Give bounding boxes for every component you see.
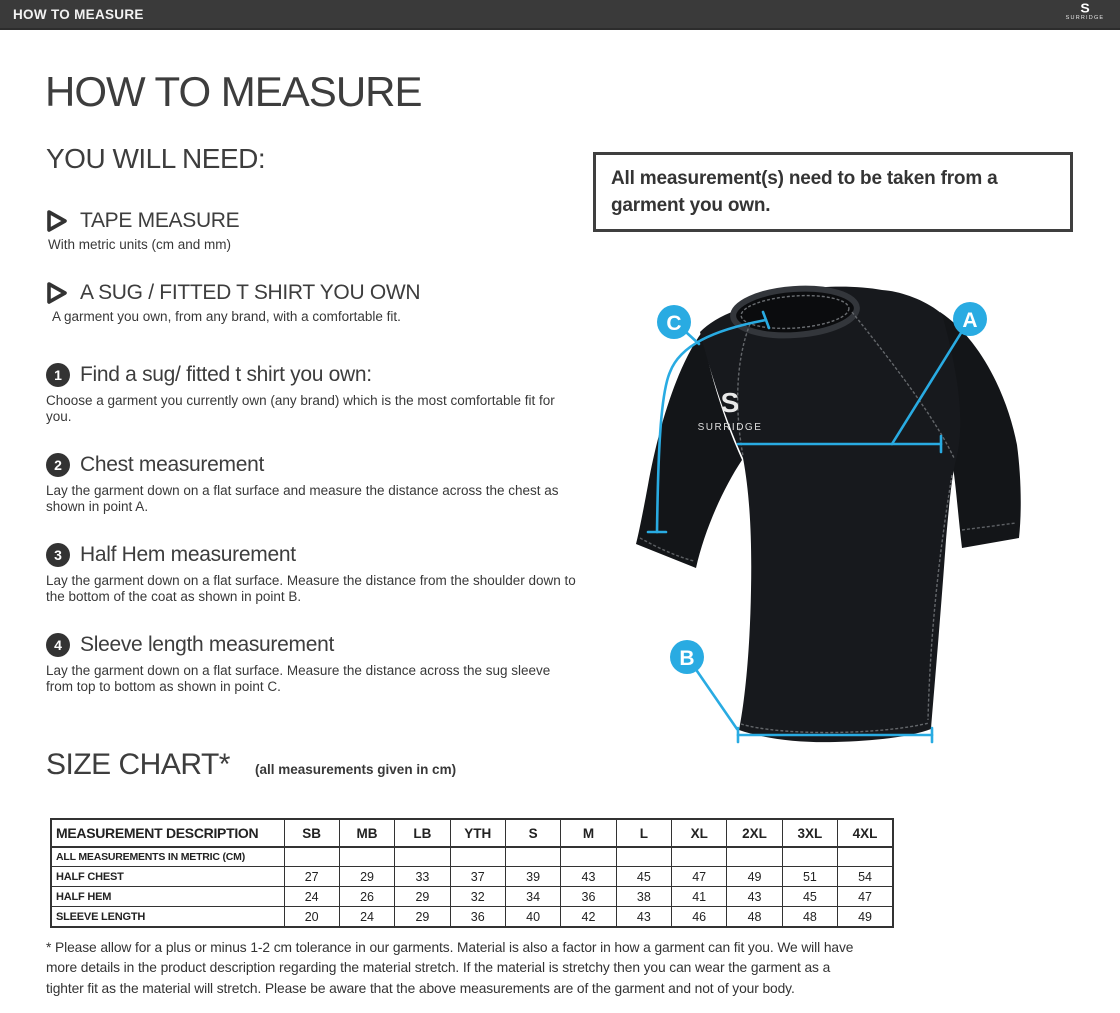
size-table-value-cell: 51 xyxy=(782,867,837,887)
size-table-body xyxy=(51,847,893,927)
footnote-line: * Please allow for a plus or minus 1-2 cm tolerance in our garments. Material is also a factor in how a garment can fit you. We will have xyxy=(46,940,854,955)
size-table-header-row xyxy=(51,819,893,847)
size-table-empty-cell xyxy=(672,847,727,867)
size-table-value-cell: 29 xyxy=(339,867,394,887)
size-table-header-cell: MB xyxy=(339,819,394,847)
size-table-value-cell: 20 xyxy=(284,907,339,928)
brand-name: SURRIDGE xyxy=(1065,15,1105,21)
size-table-value-cell: 49 xyxy=(727,867,782,887)
triangle-bullet-icon xyxy=(46,210,68,232)
size-table-row xyxy=(51,887,893,907)
need-item-tape-measure xyxy=(46,209,239,252)
size-table-header-cell: 3XL xyxy=(782,819,837,847)
size-table-empty-cell xyxy=(284,847,339,867)
triangle-bullet-icon xyxy=(46,282,68,304)
size-chart-heading: SIZE CHART* xyxy=(46,748,230,781)
size-table-header-cell: L xyxy=(616,819,671,847)
size-table-value-cell: 45 xyxy=(616,867,671,887)
size-chart-table xyxy=(50,818,894,928)
you-will-need-heading: YOU WILL NEED: xyxy=(46,143,266,174)
size-table-value-cell: 36 xyxy=(561,887,616,907)
need-item-label: A SUG / FITTED T SHIRT YOU OWN xyxy=(80,281,421,304)
step-description: Choose a garment you currently own (any brand) which is the most comfortable fit for you. xyxy=(46,393,555,424)
size-table-empty-cell xyxy=(339,847,394,867)
marker-c-pointer xyxy=(687,333,699,344)
size-table-value-cell: 38 xyxy=(616,887,671,907)
step-title: Find a sug/ fitted t shirt you own: xyxy=(80,363,372,386)
size-chart-subtitle: (all measurements given in cm) xyxy=(255,762,457,777)
marker-c-label: C xyxy=(666,312,682,335)
size-table-empty-cell xyxy=(838,847,893,867)
size-table-header-cell: 2XL xyxy=(727,819,782,847)
size-table-row-label: HALF CHEST xyxy=(51,867,284,887)
step-2 xyxy=(46,453,586,515)
size-table-value-cell: 40 xyxy=(505,907,560,928)
size-table-empty-cell xyxy=(782,847,837,867)
size-table-value-cell: 29 xyxy=(395,907,450,928)
size-table-value-cell: 42 xyxy=(561,907,616,928)
top-bar-title: HOW TO MEASURE xyxy=(13,7,144,22)
step-description: Lay the garment down on a flat surface. Measure the distance across the sug sleeve from top to bottom as shown in point C. xyxy=(46,663,551,694)
step-number-badge: 1 xyxy=(46,363,70,387)
size-table-value-cell: 24 xyxy=(339,907,394,928)
size-table-header-cell: 4XL xyxy=(838,819,893,847)
size-table-row xyxy=(51,907,893,928)
size-table-value-cell: 41 xyxy=(672,887,727,907)
size-table-value-cell: 43 xyxy=(727,887,782,907)
surridge-s-icon: S xyxy=(1080,0,1090,16)
size-table-row-label: HALF HEM xyxy=(51,887,284,907)
step-title: Sleeve length measurement xyxy=(80,633,334,656)
size-table-value-cell: 46 xyxy=(672,907,727,928)
size-table-value-cell: 48 xyxy=(782,907,837,928)
step-number-badge: 2 xyxy=(46,453,70,477)
size-table-empty-cell xyxy=(616,847,671,867)
size-table-empty-cell xyxy=(395,847,450,867)
size-table-header-cell: XL xyxy=(672,819,727,847)
size-table-header-cell: LB xyxy=(395,819,450,847)
size-table-value-cell: 37 xyxy=(450,867,505,887)
top-bar xyxy=(0,0,1120,30)
size-table-value-cell: 49 xyxy=(838,907,893,928)
footnote-line: tighter fit as the material will stretch. Please be aware that the above measurements are of the garment and not of your body. xyxy=(46,980,795,996)
size-table-header-cell: SB xyxy=(284,819,339,847)
size-table-value-cell: 36 xyxy=(450,907,505,928)
need-item-description: A garment you own, from any brand, with a comfortable fit. xyxy=(52,309,401,324)
size-table-value-cell: 47 xyxy=(672,867,727,887)
size-table-value-cell: 32 xyxy=(450,887,505,907)
size-table-header-cell: YTH xyxy=(450,819,505,847)
size-table-empty-cell xyxy=(561,847,616,867)
size-table-value-cell: 34 xyxy=(505,887,560,907)
shirt-logo-text: SURRIDGE xyxy=(697,422,763,433)
step-title: Half Hem measurement xyxy=(80,543,296,566)
size-table-value-cell: 29 xyxy=(395,887,450,907)
step-number-badge: 3 xyxy=(46,543,70,567)
size-table-value-cell: 48 xyxy=(727,907,782,928)
page-title: HOW TO MEASURE xyxy=(45,68,422,115)
marker-a-label: A xyxy=(962,309,978,332)
size-table-header-cell: MEASUREMENT DESCRIPTION xyxy=(51,819,284,847)
need-item-label: TAPE MEASURE xyxy=(80,209,240,232)
size-table-value-cell: 45 xyxy=(782,887,837,907)
size-table-value-cell: 54 xyxy=(838,867,893,887)
size-table-empty-cell xyxy=(505,847,560,867)
step-4 xyxy=(46,633,586,695)
step-3 xyxy=(46,543,586,605)
size-table-row-label: SLEEVE LENGTH xyxy=(51,907,284,928)
step-description: Lay the garment down on a flat surface. Measure the distance from the shoulder down to the bottom of the coat as shown in point B. xyxy=(46,573,576,604)
surridge-s-icon: S xyxy=(720,387,740,418)
size-table-value-cell: 24 xyxy=(284,887,339,907)
step-1 xyxy=(46,363,586,425)
size-table-header-cell: M xyxy=(561,819,616,847)
marker-b-label: B xyxy=(679,647,695,670)
marker-b-pointer xyxy=(697,671,737,729)
size-table-value-cell: 43 xyxy=(561,867,616,887)
size-table-value-cell: 43 xyxy=(616,907,671,928)
size-table-value-cell: 27 xyxy=(284,867,339,887)
need-item-description: With metric units (cm and mm) xyxy=(48,237,232,252)
step-number-badge: 4 xyxy=(46,633,70,657)
need-item-t-shirt xyxy=(46,281,420,324)
size-table-header-cell: S xyxy=(505,819,560,847)
size-table-row xyxy=(51,867,893,887)
size-table-value-cell: 39 xyxy=(505,867,560,887)
size-table-value-cell: 26 xyxy=(339,887,394,907)
size-table-empty-cell xyxy=(727,847,782,867)
notice-box: All measurement(s) need to be taken from a garment you own. xyxy=(593,152,1073,232)
footnote xyxy=(46,938,1094,999)
size-table-note-row xyxy=(51,847,893,867)
size-table-note-cell: ALL MEASUREMENTS IN METRIC (CM) xyxy=(51,847,284,867)
step-title: Chest measurement xyxy=(80,453,264,476)
shirt-diagram xyxy=(600,280,1070,790)
shirt-illustration xyxy=(636,285,1021,742)
size-table-value-cell: 47 xyxy=(838,887,893,907)
size-table-empty-cell xyxy=(450,847,505,867)
footnote-line: more details in the product description regarding the material stretch. If the material is stretchy then you can wear the garment as a xyxy=(46,960,831,976)
step-description: Lay the garment down on a flat surface and measure the distance across the chest as shown in point A. xyxy=(46,483,559,514)
size-table-value-cell: 33 xyxy=(395,867,450,887)
shirt-body xyxy=(697,287,960,743)
brand-logo xyxy=(1059,1,1111,22)
